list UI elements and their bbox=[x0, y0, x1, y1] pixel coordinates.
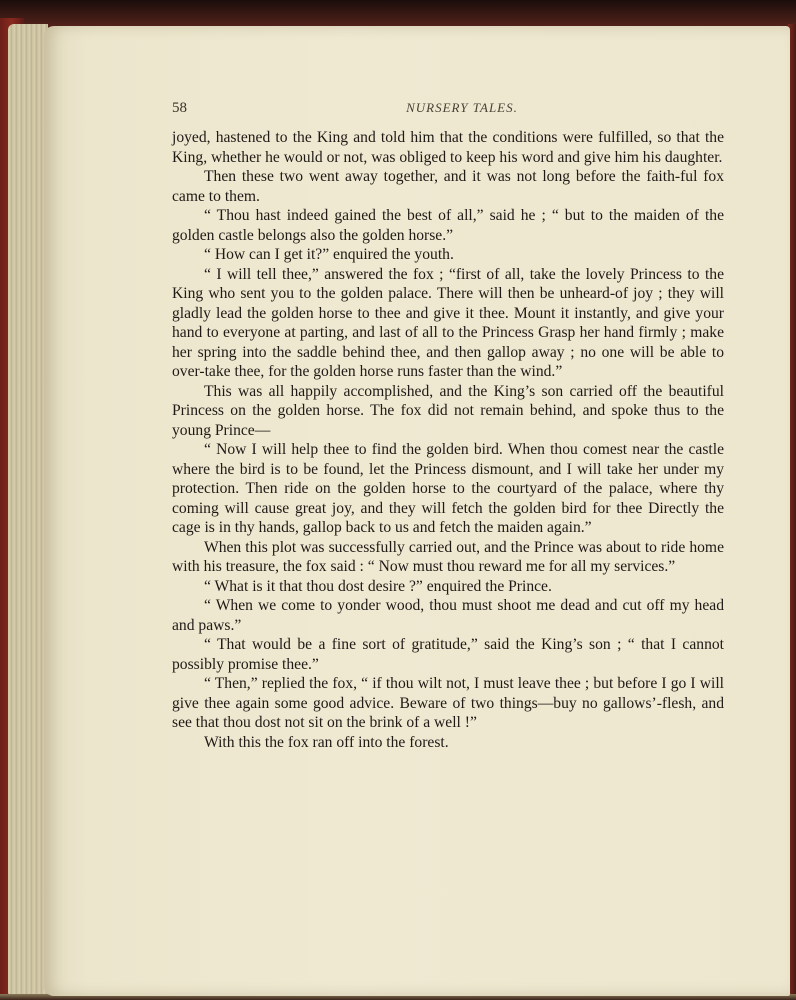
paragraph: “ Then,” replied the fox, “ if thou wilt not, I must leave thee ; but before I go I will give thee again some good advice. Beware of two things—buy no gallows’-flesh, and see that thou dost not sit on the brink of a well !” bbox=[172, 675, 724, 731]
body-text bbox=[172, 128, 724, 752]
paragraph: This was all happily accomplished, and the King’s son carried off the beautiful Princess on the golden horse. The fox did not remain behind, and spoke thus to the young Prince— bbox=[172, 382, 724, 439]
running-title: NURSERY TALES. bbox=[406, 100, 518, 115]
paragraph: “ What is it that thou dost desire ?” enquired the Prince. bbox=[204, 577, 552, 595]
paragraph: When this plot was successfully carried out, and the Prince was about to ride home with his treasure, the fox said : “ Now must thou reward me for all my services.” bbox=[172, 538, 724, 575]
paragraph: “ Thou hast indeed gained the best of all,” said he ; “ but to the maiden of the golden castle belongs also the golden horse.” bbox=[172, 207, 724, 244]
paragraph: With this the fox ran off into the forest. bbox=[204, 733, 449, 751]
paragraph: Then these two went away together, and it was not long before the faith-ful fox came to them. bbox=[172, 168, 724, 205]
paragraph: “ How can I get it?” enquired the youth. bbox=[204, 246, 454, 263]
page-number: 58 bbox=[172, 100, 187, 116]
paragraph: “ When we come to yonder wood, thou must shoot me dead and cut off my head and paws.” bbox=[172, 597, 724, 634]
page-header bbox=[172, 100, 724, 122]
paragraph: “ That would be a fine sort of gratitude,” said the King’s son ; “ that I cannot possibly promise thee.” bbox=[172, 636, 724, 673]
paragraph: joyed, hastened to the King and told him that the conditions were fulfilled, so that the King, whether he would or not, was obliged to keep his word and give him his daughter. bbox=[172, 129, 724, 166]
page-stack-edges bbox=[8, 24, 48, 998]
paragraph: “ I will tell thee,” answered the fox ; “first of all, take the lovely Princess to the King who sent you to the golden palace. There will then be unheard-of joy ; they will gladly lead the golden horse to thee and give it thee. Mount it instantly, and give your hand to everyone at parting, and last of all to the Princess Grasp her hand firmly ; make her spring into the saddle behind thee, and then gallop away ; no one will be able to over-take thee, for the golden horse runs faster than the wind.” bbox=[172, 265, 724, 380]
paragraph: “ Now I will help thee to find the golden bird. When thou comest near the castle where the bird is to be found, let the Princess dismount, and I will take her under my protection. Then ride on the golden horse to the courtyard of the palace, where thy coming will cause great joy, and they will fetch the golden bird for thee Directly the cage is in thy hands, gallop back to us and fetch the maiden again.” bbox=[172, 441, 724, 536]
